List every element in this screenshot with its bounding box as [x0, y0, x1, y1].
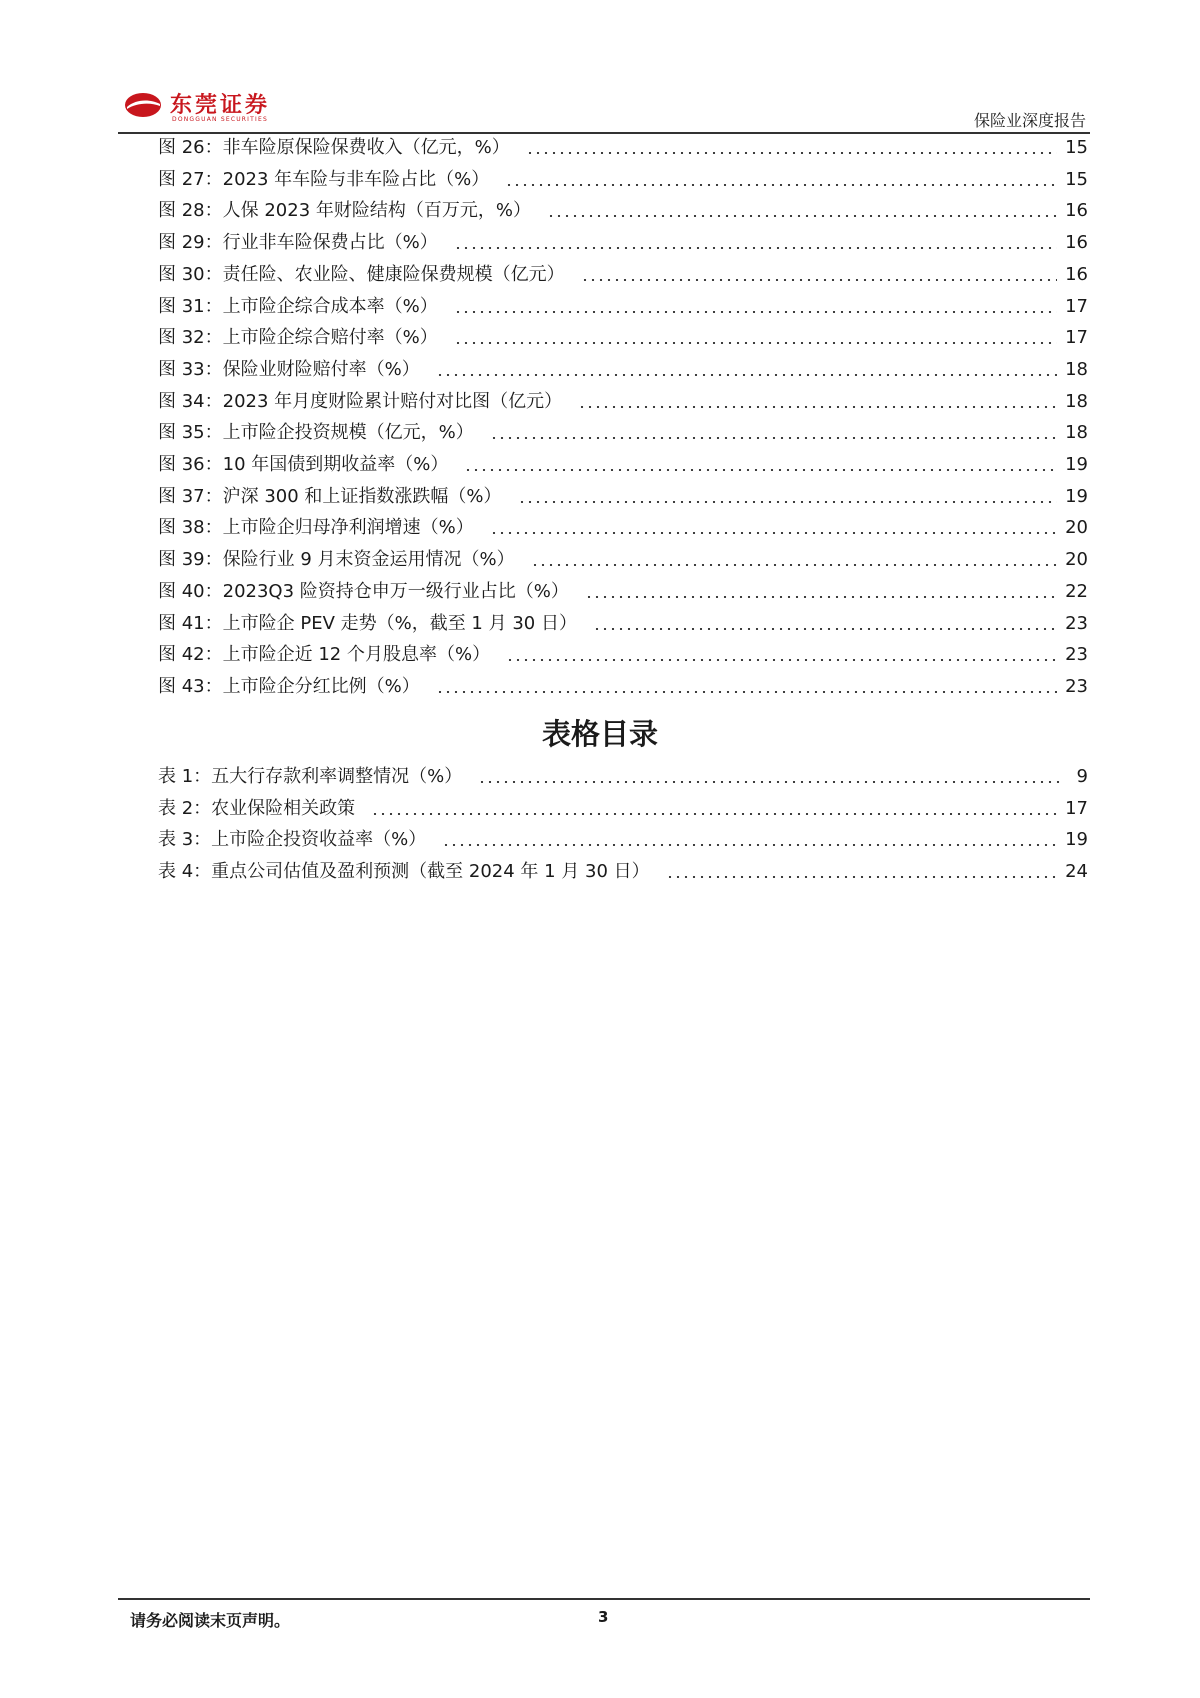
toc-entry-label: 图 41：上市险企 PEV 走势（%，截至 1 月 30 日）	[158, 612, 577, 634]
page-number: 3	[598, 1608, 609, 1626]
toc-entry[interactable]	[158, 610, 1088, 638]
toc-entry[interactable]	[158, 324, 1088, 352]
toc-dot-leader	[581, 279, 1057, 281]
toc-entry-page: 16	[1065, 200, 1088, 222]
toc-entry-page: 23	[1065, 644, 1088, 666]
company-logo	[124, 90, 314, 124]
toc-dot-leader	[505, 184, 1057, 186]
toc-entry-label: 图 40：2023Q3 险资持仓申万一级行业占比（%）	[158, 580, 569, 602]
toc-entry[interactable]	[158, 826, 1088, 854]
toc-entry[interactable]	[158, 858, 1088, 886]
toc-entry-label: 图 37：沪深 300 和上证指数涨跌幅（%）	[158, 485, 502, 507]
toc-dot-leader	[454, 247, 1057, 249]
toc-entry-page: 16	[1065, 232, 1088, 254]
toc-entry-page: 9	[1076, 766, 1088, 787]
toc-entry-page: 22	[1065, 580, 1088, 602]
toc-entry[interactable]	[158, 134, 1088, 162]
toc-dot-leader	[454, 311, 1057, 313]
toc-entry[interactable]	[158, 763, 1088, 791]
toc-entry[interactable]	[158, 451, 1088, 479]
toc-entry-label: 图 42：上市险企近 12 个月股息率（%）	[158, 644, 491, 666]
toc-dot-leader	[436, 374, 1057, 376]
toc-dot-leader	[436, 691, 1057, 693]
toc-dot-leader	[490, 532, 1057, 534]
toc-dot-leader	[585, 596, 1057, 598]
toc-entry[interactable]	[158, 641, 1088, 669]
toc-entry[interactable]	[158, 197, 1088, 225]
toc-dot-leader	[478, 781, 1060, 783]
toc-dot-leader	[454, 342, 1057, 344]
logo-subtitle: DONGGUAN SECURITIES	[172, 116, 268, 123]
footer-disclaimer: 请务必阅读末页声明。	[130, 1611, 291, 1630]
toc-entry[interactable]	[158, 578, 1088, 606]
toc-dot-leader	[442, 844, 1057, 846]
toc-entry-label: 图 36：10 年国债到期收益率（%）	[158, 454, 449, 475]
toc-entry[interactable]	[158, 229, 1088, 257]
toc-entry-page: 18	[1065, 422, 1088, 444]
toc-entry[interactable]	[158, 388, 1088, 416]
toc-entry[interactable]	[158, 166, 1088, 194]
toc-entry[interactable]	[158, 795, 1088, 823]
page-header	[118, 86, 1090, 134]
toc-entry-label: 表 1：五大行存款利率调整情况（%）	[158, 766, 463, 787]
toc-dot-leader	[506, 659, 1057, 661]
report-type: 保险业深度报告	[973, 111, 1086, 130]
toc-entry-page: 17	[1065, 797, 1088, 819]
toc-dot-leader	[490, 437, 1057, 439]
toc-entry[interactable]	[158, 483, 1088, 511]
toc-dot-leader	[518, 501, 1058, 503]
toc-entry[interactable]	[158, 261, 1088, 289]
toc-entry[interactable]	[158, 419, 1088, 447]
toc-entry-label: 表 4：重点公司估值及盈利预测（截至 2024 年 1 月 30 日）	[158, 861, 650, 883]
toc-entry[interactable]	[158, 356, 1088, 384]
toc-entry-page: 19	[1065, 485, 1088, 507]
toc-entry-label: 表 3：上市险企投资收益率（%）	[158, 829, 427, 851]
toc-entry-label: 图 27：2023 年车险与非车险占比（%）	[158, 168, 490, 190]
toc-dot-leader	[593, 628, 1057, 630]
logo-mark-icon	[124, 90, 162, 120]
toc-entry[interactable]	[158, 514, 1088, 542]
toc-entry-page: 17	[1065, 295, 1088, 317]
toc-entry-page: 16	[1065, 263, 1088, 285]
toc-entry-label: 图 29：行业非车险保费占比（%）	[158, 232, 438, 254]
toc-entry[interactable]	[158, 546, 1088, 574]
toc-entry-page: 23	[1065, 675, 1088, 697]
toc-entry-label: 图 26：非车险原保险保费收入（亿元，%）	[158, 137, 510, 158]
toc-entry-label: 表 2：农业保险相关政策	[158, 797, 356, 819]
footer-divider	[118, 1598, 1090, 1600]
toc-entry-label: 图 28：人保 2023 年财险结构（百万元，%）	[158, 200, 531, 222]
toc-entry-label: 图 34：2023 年月度财险累计赔付对比图（亿元）	[158, 390, 563, 412]
toc-entry-label: 图 31：上市险企综合成本率（%）	[158, 295, 438, 317]
toc-entry-page: 18	[1065, 358, 1088, 380]
toc-entry-label: 图 33：保险业财险赔付率（%）	[158, 358, 420, 380]
toc-dot-leader	[526, 152, 1057, 154]
toc-entry-page: 23	[1065, 612, 1088, 634]
toc-entry-page: 20	[1065, 549, 1088, 571]
toc-entry[interactable]	[158, 293, 1088, 321]
toc-entry[interactable]	[158, 673, 1088, 701]
table-toc-title: 表格目录	[541, 717, 658, 751]
toc-dot-leader	[464, 469, 1057, 471]
toc-dot-leader	[547, 215, 1057, 217]
toc-dot-leader	[531, 564, 1057, 566]
toc-entry-label: 图 43：上市险企分红比例（%）	[158, 675, 420, 697]
toc-entry-page: 18	[1065, 390, 1088, 412]
toc-dot-leader	[578, 406, 1057, 408]
toc-entry-page: 15	[1065, 137, 1088, 158]
toc-entry-label: 图 32：上市险企综合赔付率（%）	[158, 327, 438, 349]
toc-entry-page: 24	[1065, 861, 1088, 883]
toc-entry-label: 图 38：上市险企归母净利润增速（%）	[158, 517, 474, 539]
toc-entry-page: 19	[1065, 454, 1088, 475]
toc-entry-label: 图 39：保险行业 9 月末资金运用情况（%）	[158, 549, 515, 571]
toc-entry-label: 图 35：上市险企投资规模（亿元，%）	[158, 422, 474, 444]
logo-name: 东莞证券	[170, 92, 271, 118]
toc-entry-page: 19	[1065, 829, 1088, 851]
toc-entry-page: 20	[1065, 517, 1088, 539]
toc-entry-page: 15	[1065, 168, 1088, 190]
toc-dot-leader	[666, 876, 1057, 878]
toc-entry-page: 17	[1065, 327, 1088, 349]
toc-dot-leader	[371, 813, 1057, 815]
toc-entry-label: 图 30：责任险、农业险、健康险保费规模（亿元）	[158, 263, 565, 285]
